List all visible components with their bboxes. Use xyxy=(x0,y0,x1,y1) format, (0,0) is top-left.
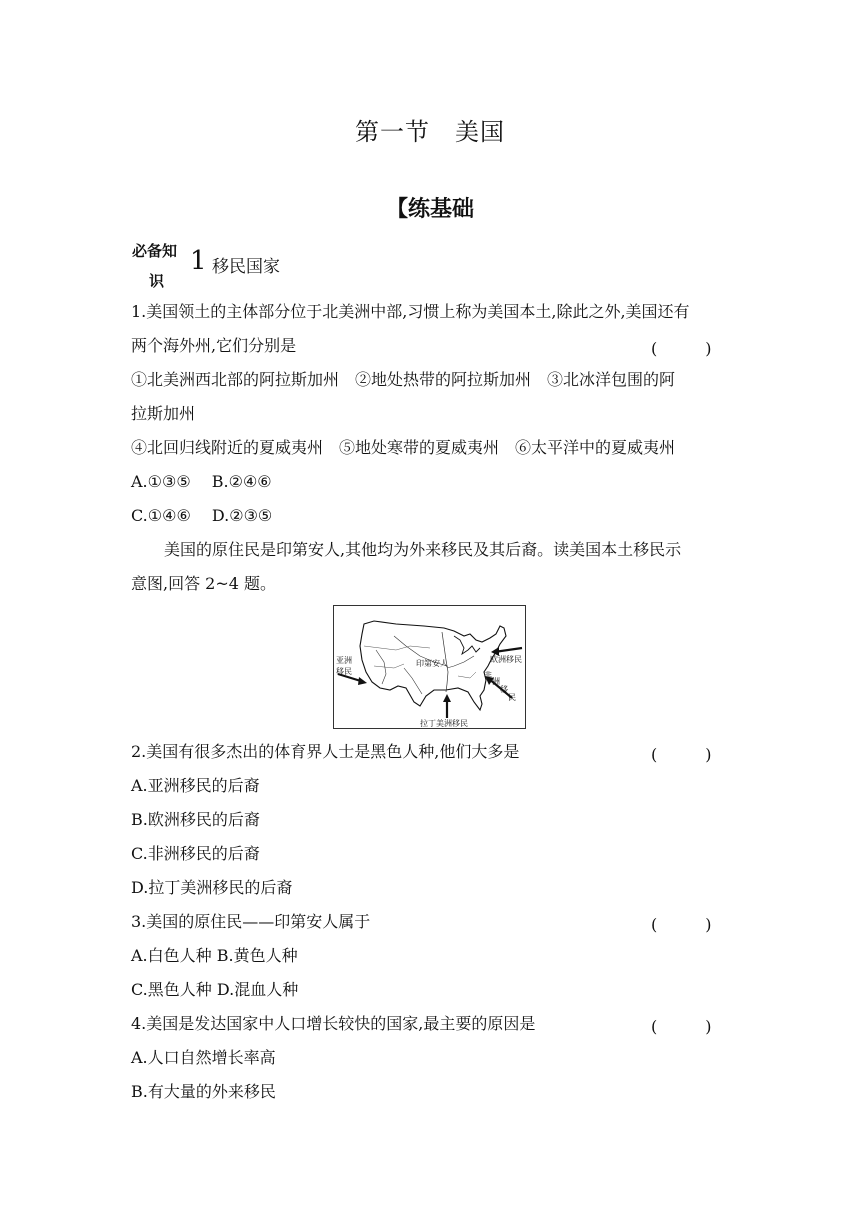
q3-options-cd: C.黑色人种 D.混血人种 xyxy=(131,980,299,999)
q1-options-line3: ④北回归线附近的夏威夷州 ⑤地处寒带的夏威夷州 ⑥太平洋中的夏威夷州 xyxy=(131,438,676,457)
q4-answer-paren: ( ) xyxy=(651,1017,712,1036)
knowledge-number: 1 xyxy=(190,246,207,276)
q2-option-c: C.非洲移民的后裔 xyxy=(131,844,260,863)
label-indian: 印第安人 xyxy=(416,659,448,668)
q3-answer-paren: ( ) xyxy=(651,915,712,934)
label-asia-2: 移民 xyxy=(336,667,352,676)
label-africa-4: 民 xyxy=(508,693,516,702)
q3-options-ab: A.白色人种 B.黄色人种 xyxy=(131,946,298,965)
q2-option-d: D.拉丁美洲移民的后裔 xyxy=(131,878,293,897)
latin-arrowhead xyxy=(443,694,451,702)
q4-option-b: B.有大量的外来移民 xyxy=(131,1082,276,1101)
knowledge-tag-line1: 必备知 xyxy=(132,242,178,260)
great-lakes xyxy=(454,636,480,654)
intro-line1: 美国的原住民是印第安人,其他均为外来移民及其后裔。读美国本土移民示 xyxy=(164,540,682,559)
label-africa-2: 洲 xyxy=(492,677,500,686)
q1-choices-line2: C.①④⑥ D.②③⑤ xyxy=(131,506,273,525)
knowledge-title: 移民国家 xyxy=(212,257,280,277)
q3-stem: 3.美国的原住民——印第安人属于 xyxy=(131,912,371,931)
knowledge-tag-line2: 识 xyxy=(149,272,165,290)
label-europe: 欧洲移民 xyxy=(490,655,522,664)
q1-options-line1: ①北美洲西北部的阿拉斯加州 ②地处热带的阿拉斯加州 ③北冰洋包围的阿 xyxy=(131,370,676,389)
page-title: 第一节 美国 xyxy=(355,118,505,146)
q4-stem: 4.美国是发达国家中人口增长较快的国家,最主要的原因是 xyxy=(131,1014,536,1033)
section-heading: 【练基础 xyxy=(385,197,474,222)
q2-answer-paren: ( ) xyxy=(651,745,712,764)
q1-options-line2: 拉斯加州 xyxy=(131,404,196,423)
ohio-river xyxy=(447,656,474,668)
q2-option-a: A.亚洲移民的后裔 xyxy=(131,776,260,795)
q4-option-a: A.人口自然增长率高 xyxy=(131,1048,276,1067)
q1-choices-line1: A.①③⑤ B.②④⑥ xyxy=(131,472,272,491)
label-africa-1: 非 xyxy=(484,671,492,680)
q1-answer-paren: ( ) xyxy=(651,339,712,358)
label-asia-1: 亚洲 xyxy=(336,656,352,665)
q2-stem: 2.美国有很多杰出的体育界人士是黑色人种,他们大多是 xyxy=(131,742,520,761)
intro-line2: 意图,回答 2~4 题。 xyxy=(131,574,277,593)
label-latin: 拉丁美洲移民 xyxy=(420,719,468,728)
immigration-map xyxy=(333,605,526,729)
q1-stem-line1: 1.美国领土的主体部分位于北美洲中部,习惯上称为美国本土,除此之外,美国还有 xyxy=(131,302,690,321)
immigration-map-svg xyxy=(334,606,525,728)
q1-stem-line2: 两个海外州,它们分别是 xyxy=(131,336,297,355)
knowledge-tag xyxy=(132,236,186,296)
label-africa-3: 移 xyxy=(500,685,508,694)
q2-option-b: B.欧洲移民的后裔 xyxy=(131,810,260,829)
asia-arrowhead xyxy=(358,677,367,685)
